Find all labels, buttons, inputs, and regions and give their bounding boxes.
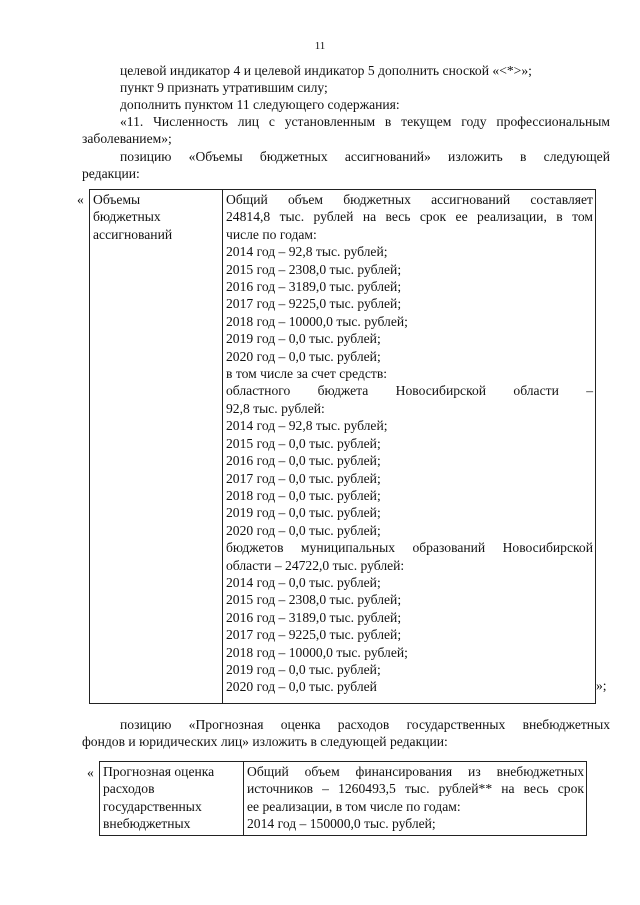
table-row <box>90 190 596 704</box>
table1-right-line: 2019 год – 0,0 тыс. рублей; <box>226 331 381 347</box>
table2-left-cell <box>100 762 244 836</box>
table1-right-line: 2017 год – 9225,0 тыс. рублей; <box>226 627 402 643</box>
table1-right-line: области – 24722,0 тыс. рублей: <box>226 557 405 573</box>
middle-line-2: фондов и юридических лиц» изложить в следующей редакции: <box>82 734 448 749</box>
table1-right-cell <box>223 190 596 704</box>
table2-right-line: ее реализации, в том числе по годам: <box>247 798 461 814</box>
table1-close-quote: »; <box>596 678 607 693</box>
table1-right-line: 2017 год – 0,0 тыс. рублей; <box>226 470 381 486</box>
table1-right-line: 2020 год – 0,0 тыс. рублей; <box>226 348 381 364</box>
table1-left-cell <box>90 190 223 704</box>
table2-left-line: государственных <box>103 798 202 814</box>
intro-line-4: «11. Численность лиц с установленным в текущем году профессиональным <box>120 114 610 129</box>
table1-right-line: 2020 год – 0,0 тыс. рублей; <box>226 522 381 538</box>
budget-table <box>89 189 596 704</box>
table1-right-line: 2015 год – 2308,0 тыс. рублей; <box>226 261 402 277</box>
table1-right-line: 2018 год – 10000,0 тыс. рублей; <box>226 644 408 660</box>
table1-right-line: 2020 год – 0,0 тыс. рублей <box>226 679 377 695</box>
forecast-table <box>99 761 587 836</box>
table1-right-line: 2016 год – 3189,0 тыс. рублей; <box>226 279 402 295</box>
table1-right-line: 2019 год – 0,0 тыс. рублей; <box>226 505 381 521</box>
table2-right-line: источников – 1260493,5 тыс. рублей** на весь срок <box>247 781 584 797</box>
table1-right-line: 2014 год – 0,0 тыс. рублей; <box>226 574 381 590</box>
table1-right-line: областного бюджета Новосибирской области – <box>226 383 593 399</box>
table2-left-line: внебюджетных <box>103 816 191 832</box>
table1-left-line: бюджетных <box>93 209 161 225</box>
table1-right-line: 2018 год – 10000,0 тыс. рублей; <box>226 313 408 329</box>
table1-right-line: в том числе за счет средств: <box>226 366 388 382</box>
table2-right-cell <box>244 762 587 836</box>
table2-left-line: расходов <box>103 781 155 797</box>
table1-right-line: 2014 год – 92,8 тыс. рублей; <box>226 244 388 260</box>
table1-right-line: 2016 год – 3189,0 тыс. рублей; <box>226 609 402 625</box>
intro-line-6: позицию «Объемы бюджетных ассигнований» изложить в следующей <box>120 149 610 164</box>
table1-right-line: 2015 год – 2308,0 тыс. рублей; <box>226 592 402 608</box>
table2-left-line: Прогнозная оценка <box>103 764 215 779</box>
middle-line-1: позицию «Прогнозная оценка расходов государственных внебюджетных <box>120 717 610 732</box>
table2-open-quote: « <box>87 765 94 780</box>
intro-line-1: целевой индикатор 4 и целевой индикатор 5 дополнить сноской «<*>»; <box>120 63 532 78</box>
table1-right-line: числе по годам: <box>226 226 317 242</box>
table1-right-line: Общий объем бюджетных ассигнований составляет <box>226 192 593 207</box>
table1-right-line: 2018 год – 0,0 тыс. рублей; <box>226 487 381 503</box>
table1-right-line: 2017 год – 9225,0 тыс. рублей; <box>226 296 402 312</box>
table1-right-line: 92,8 тыс. рублей: <box>226 400 325 416</box>
table1-right-line: 2016 год – 0,0 тыс. рублей; <box>226 453 381 469</box>
table2-right-line: 2014 год – 150000,0 тыс. рублей; <box>247 816 436 832</box>
table1-right-line: бюджетов муниципальных образований Новосибирской <box>226 540 593 556</box>
table1-right-line: 24814,8 тыс. рублей на весь срок ее реализации, в том <box>226 209 593 225</box>
table1-right-line: 2014 год – 92,8 тыс. рублей; <box>226 418 388 434</box>
table1-left-line: Объемы <box>93 192 141 207</box>
table2-right-line: Общий объем финансирования из внебюджетных <box>247 764 584 779</box>
table1-left-line: ассигнований <box>93 226 173 242</box>
intro-line-3: дополнить пунктом 11 следующего содержания: <box>120 97 400 112</box>
page-number: 11 <box>314 40 326 52</box>
intro-line-2: пункт 9 признать утратившим силу; <box>120 80 328 95</box>
intro-line-5: заболеванием»; <box>82 131 172 146</box>
table-row <box>100 762 587 836</box>
intro-line-7: редакции: <box>82 166 140 181</box>
table1-right-line: 2015 год – 0,0 тыс. рублей; <box>226 435 381 451</box>
table1-open-quote: « <box>77 192 84 207</box>
table1-right-line: 2019 год – 0,0 тыс. рублей; <box>226 661 381 677</box>
